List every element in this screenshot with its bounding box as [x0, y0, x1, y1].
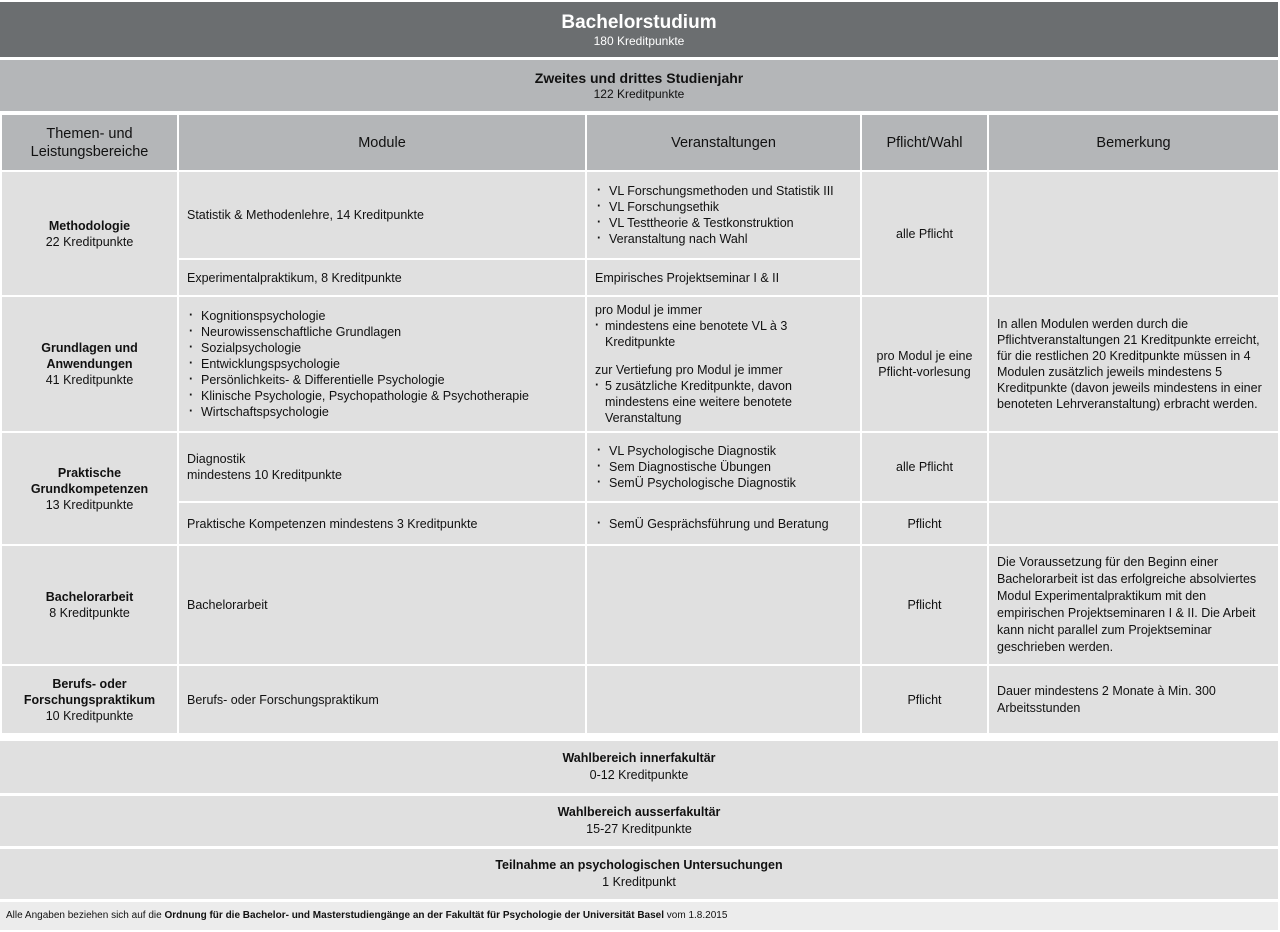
list-item: · Sozialpsychologie: [187, 340, 577, 356]
pflicht-cell: alle Pflicht: [861, 432, 988, 502]
module-cell: Statistik & Methodenlehre, 14 Kreditpunkte: [178, 171, 586, 259]
events-cell: [586, 432, 861, 502]
year-header: [0, 60, 1278, 111]
program-credits: 180 Kreditpunkte: [593, 33, 685, 48]
pflicht-text: pro Modul je eine Pflicht-vorlesung: [876, 349, 973, 379]
list-item: · Entwicklungspsychologie: [187, 356, 577, 372]
footer-note: [0, 902, 1278, 930]
col-header-events: Veranstaltungen: [586, 114, 861, 171]
area-name: Praktische Grundkompetenzen: [30, 465, 149, 496]
events-cell: [586, 502, 861, 545]
study-plan-table: [0, 113, 1280, 735]
area-praktikum: [1, 665, 178, 734]
list-item: · VL Psychologische Diagnostik: [595, 443, 852, 459]
table-row: [1, 502, 1279, 545]
list-item: · Klinische Psychologie, Psychopathologie & Psychotherapie: [187, 388, 577, 404]
list-item: · Wirtschaftspsychologie: [187, 404, 577, 420]
area-credits: 13 Kreditpunkte: [45, 497, 134, 512]
section-title: Wahlbereich innerfakultär: [562, 751, 716, 765]
list-item: · VL Forschungsmethoden und Statistik III: [595, 183, 852, 199]
program-header: [0, 2, 1278, 57]
list-item: · Kognitionspsychologie: [187, 308, 577, 324]
area-praktische: [1, 432, 178, 545]
col-header-remarks: Bemerkung: [988, 114, 1279, 171]
table-row: [1, 665, 1279, 734]
list-item: · Neurowissenschaftliche Grundlagen: [187, 324, 577, 340]
remark-text: In allen Modulen werden durch die Pflichtveranstaltungen 21 Kreditpunkte erreicht, für die restlichen 20 Kreditpunkte müssen in 4 Modulen zusätzlich jeweils mindestens 5 Kreditpunkte (davon jeweils mindestens in einer benoteten Lehrveranstaltung) erbracht werden.: [997, 317, 1262, 411]
module-cell: Berufs- oder Forschungspraktikum: [178, 665, 586, 734]
module-cell: Praktische Kompetenzen mindestens 3 Kreditpunkte: [178, 502, 586, 545]
list-item: · SemÜ Gesprächsführung und Beratung: [595, 516, 852, 532]
area-name: Grundlagen und Anwendungen: [41, 341, 138, 371]
wahlbereich-ausser: [0, 796, 1278, 846]
list-item: · 5 zusätzliche Kreditpunkte, davon mindestens eine weitere benotete Veranstaltung: [595, 378, 852, 426]
list-item: · VL Testtheorie & Testkonstruktion: [595, 215, 852, 231]
section-credits: 0-12 Kreditpunkte: [589, 768, 689, 782]
events-cell: [586, 545, 861, 665]
section-credits: 1 Kreditpunkt: [602, 875, 676, 889]
pflicht-cell: Pflicht: [861, 665, 988, 734]
events-cell: Empirisches Projektseminar I & II: [586, 259, 861, 296]
list-item: · VL Forschungsethik: [595, 199, 852, 215]
pflicht-text: alle Pflicht: [896, 226, 953, 241]
col-header-modules: Module: [178, 114, 586, 171]
footer-suffix: vom 1.8.2015: [666, 910, 728, 921]
table-row: [1, 545, 1279, 665]
events-cell: [586, 296, 861, 432]
year-credits: 122 Kreditpunkte: [593, 86, 685, 101]
teilnahme-untersuchungen: [0, 849, 1278, 899]
section-title: Teilnahme an psychologischen Untersuchungen: [495, 858, 783, 872]
list-item: · Veranstaltung nach Wahl: [595, 231, 852, 247]
list-item: · SemÜ Psychologische Diagnostik: [595, 475, 852, 491]
list-item: · Persönlichkeits- & Differentielle Psychologie: [187, 372, 577, 388]
remark-cell: Die Voraussetzung für den Beginn einer Bachelorarbeit ist das erfolgreiche absolviertes Modul Experimentalpraktikum mit den empirischen Projektseminaren I & II. Die Arbeit kann nicht parallel zum Projektseminar geschrieben werden.: [988, 545, 1279, 665]
area-methodologie: [1, 171, 178, 296]
events-cell: [586, 665, 861, 734]
area-grundlagen: [1, 296, 178, 432]
footer-prefix: Alle Angaben beziehen sich auf die: [6, 910, 162, 921]
remark-cell: [988, 432, 1279, 502]
module-cell: Bachelorarbeit: [178, 545, 586, 665]
table-row: [1, 432, 1279, 502]
events-intro: zur Vertiefung pro Modul je immer: [595, 363, 783, 377]
list-item: · Sem Diagnostische Übungen: [595, 459, 852, 475]
remark-cell: [988, 502, 1279, 545]
area-credits: 10 Kreditpunkte: [45, 708, 134, 723]
remark-cell: [988, 296, 1279, 432]
pflicht-cell: Pflicht: [861, 545, 988, 665]
module-line: mindestens 10 Kreditpunkte: [187, 468, 342, 482]
module-cell: Experimentalpraktikum, 8 Kreditpunkte: [178, 259, 586, 296]
module-cell: [178, 432, 586, 502]
table-header-row: [1, 114, 1279, 171]
module-cell: [178, 296, 586, 432]
pflicht-cell: [861, 296, 988, 432]
area-name: Bachelorarbeit: [45, 590, 134, 604]
wahlbereich-inner: [0, 741, 1278, 793]
pflicht-cell: Pflicht: [861, 502, 988, 545]
area-name: Methodologie: [48, 218, 131, 233]
col-header-pflicht: Pflicht/Wahl: [861, 114, 988, 171]
area-credits: 8 Kreditpunkte: [49, 606, 130, 620]
program-title: Bachelorstudium: [561, 11, 717, 33]
footer-regulation-name: Ordnung für die Bachelor- und Masterstudiengänge an der Fakultät für Psychologie der Universität Basel: [164, 910, 665, 921]
area-credits: 22 Kreditpunkte: [45, 234, 134, 249]
remark-cell: [988, 171, 1279, 296]
section-credits: 15-27 Kreditpunkte: [586, 822, 692, 836]
module-line: Diagnostik: [187, 452, 246, 466]
remark-cell: Dauer mindestens 2 Monate à Min. 300 Arbeitsstunden: [988, 665, 1279, 734]
area-credits: 41 Kreditpunkte: [45, 373, 134, 387]
year-title: Zweites und drittes Studienjahr: [534, 69, 744, 86]
area-bachelorarbeit: [1, 545, 178, 665]
events-cell: [586, 171, 861, 259]
events-intro: pro Modul je immer: [595, 303, 702, 317]
table-row: [1, 171, 1279, 259]
col-header-areas: Themen- und Leistungsbereiche: [1, 114, 178, 171]
area-name: Berufs- oder Forschungspraktikum: [23, 676, 156, 707]
pflicht-cell: [861, 171, 988, 296]
list-item: · mindestens eine benotete VL à 3 Kreditpunkte: [595, 318, 852, 350]
table-row: [1, 296, 1279, 432]
section-title: Wahlbereich ausserfakultär: [557, 805, 721, 819]
